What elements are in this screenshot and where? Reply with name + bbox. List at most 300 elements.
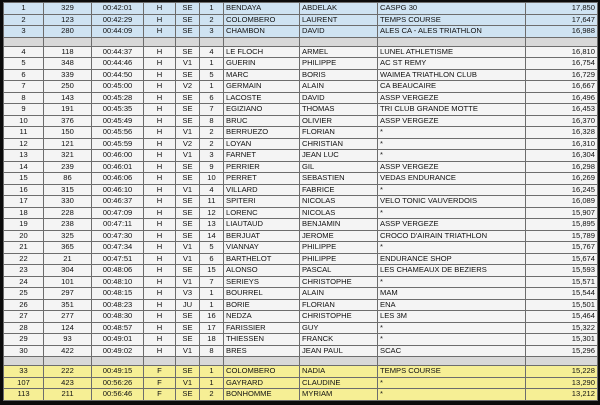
- category-rank-cell: 6: [200, 253, 224, 265]
- category-rank-cell: 1: [200, 366, 224, 378]
- bib-number-cell: 228: [44, 207, 92, 219]
- bib-number-cell: 297: [44, 288, 92, 300]
- category-cell: SE: [176, 104, 200, 116]
- last-name-cell: BRES: [224, 345, 300, 357]
- club-cell: *: [378, 150, 526, 162]
- first-name-cell: JEAN PAUL: [300, 345, 378, 357]
- separator-cell: [224, 37, 300, 46]
- overall-rank-cell: 26: [4, 299, 44, 311]
- club-cell: SCAC: [378, 345, 526, 357]
- finish-time-cell: 00:44:46: [92, 58, 144, 70]
- first-name-cell: DAVID: [300, 26, 378, 38]
- sex-cell: F: [144, 377, 176, 389]
- speed-cell: 16,245: [526, 184, 598, 196]
- club-cell: VEDAS ENDURANCE: [378, 173, 526, 185]
- category-rank-cell: 1: [200, 377, 224, 389]
- bib-number-cell: 351: [44, 299, 92, 311]
- category-rank-cell: 13: [200, 219, 224, 231]
- result-row: [4, 138, 598, 150]
- speed-cell: 16,370: [526, 115, 598, 127]
- bib-number-cell: 304: [44, 265, 92, 277]
- last-name-cell: LORENC: [224, 207, 300, 219]
- category-cell: SE: [176, 46, 200, 58]
- first-name-cell: CHRISTIAN: [300, 138, 378, 150]
- finish-time-cell: 00:46:37: [92, 196, 144, 208]
- sex-cell: H: [144, 299, 176, 311]
- finish-time-cell: 00:48:30: [92, 311, 144, 323]
- category-rank-cell: 7: [200, 276, 224, 288]
- results-body: [4, 3, 598, 401]
- result-row: [4, 288, 598, 300]
- overall-rank-cell: 22: [4, 253, 44, 265]
- overall-rank-cell: 113: [4, 389, 44, 401]
- sex-cell: H: [144, 322, 176, 334]
- category-cell: V1: [176, 58, 200, 70]
- category-rank-cell: 3: [200, 26, 224, 38]
- result-row: [4, 253, 598, 265]
- finish-time-cell: 00:48:06: [92, 265, 144, 277]
- category-cell: V1: [176, 127, 200, 139]
- last-name-cell: BONHOMME: [224, 389, 300, 401]
- bib-number-cell: 124: [44, 322, 92, 334]
- finish-time-cell: 00:45:35: [92, 104, 144, 116]
- category-rank-cell: 2: [200, 14, 224, 26]
- category-cell: SE: [176, 173, 200, 185]
- speed-cell: 15,907: [526, 207, 598, 219]
- bib-number-cell: 123: [44, 14, 92, 26]
- last-name-cell: GAYRARD: [224, 377, 300, 389]
- overall-rank-cell: 14: [4, 161, 44, 173]
- bib-number-cell: 222: [44, 366, 92, 378]
- sex-cell: F: [144, 366, 176, 378]
- speed-cell: 16,496: [526, 92, 598, 104]
- finish-time-cell: 00:44:50: [92, 69, 144, 81]
- last-name-cell: FARNET: [224, 150, 300, 162]
- category-rank-cell: 14: [200, 230, 224, 242]
- sex-cell: H: [144, 46, 176, 58]
- speed-cell: 15,501: [526, 299, 598, 311]
- result-row: [4, 161, 598, 173]
- result-row: [4, 219, 598, 231]
- result-row: [4, 230, 598, 242]
- last-name-cell: GUERIN: [224, 58, 300, 70]
- overall-rank-cell: 30: [4, 345, 44, 357]
- category-rank-cell: 1: [200, 58, 224, 70]
- category-cell: V1: [176, 276, 200, 288]
- overall-rank-cell: 17: [4, 196, 44, 208]
- finish-time-cell: 00:44:09: [92, 26, 144, 38]
- club-cell: *: [378, 322, 526, 334]
- first-name-cell: NICOLAS: [300, 207, 378, 219]
- separator-cell: [176, 357, 200, 366]
- first-name-cell: ALAIN: [300, 288, 378, 300]
- sex-cell: H: [144, 69, 176, 81]
- finish-time-cell: 00:47:30: [92, 230, 144, 242]
- first-name-cell: NADIA: [300, 366, 378, 378]
- finish-time-cell: 00:48:15: [92, 288, 144, 300]
- club-cell: *: [378, 334, 526, 346]
- overall-rank-cell: 5: [4, 58, 44, 70]
- speed-cell: 15,464: [526, 311, 598, 323]
- club-cell: WAIMEA TRIATHLON CLUB: [378, 69, 526, 81]
- category-cell: SE: [176, 219, 200, 231]
- separator-cell: [144, 357, 176, 366]
- speed-cell: 15,322: [526, 322, 598, 334]
- category-cell: SE: [176, 265, 200, 277]
- sex-cell: H: [144, 81, 176, 93]
- first-name-cell: BORIS: [300, 69, 378, 81]
- result-row: [4, 207, 598, 219]
- sex-cell: H: [144, 230, 176, 242]
- separator-cell: [200, 37, 224, 46]
- finish-time-cell: 00:46:10: [92, 184, 144, 196]
- speed-cell: 16,269: [526, 173, 598, 185]
- separator-cell: [44, 37, 92, 46]
- category-rank-cell: 2: [200, 389, 224, 401]
- first-name-cell: ABDELAK: [300, 3, 378, 15]
- result-row: [4, 299, 598, 311]
- speed-cell: 17,647: [526, 14, 598, 26]
- finish-time-cell: 00:46:06: [92, 173, 144, 185]
- sex-cell: H: [144, 127, 176, 139]
- separator-cell: [92, 37, 144, 46]
- club-cell: MAM: [378, 288, 526, 300]
- first-name-cell: OLIVIER: [300, 115, 378, 127]
- overall-rank-cell: 11: [4, 127, 44, 139]
- club-cell: CA BEAUCAIRE: [378, 81, 526, 93]
- result-row: [4, 334, 598, 346]
- bib-number-cell: 280: [44, 26, 92, 38]
- club-cell: TEMPS COURSE: [378, 366, 526, 378]
- first-name-cell: DAVID: [300, 92, 378, 104]
- finish-time-cell: 00:48:57: [92, 322, 144, 334]
- last-name-cell: BERJUAT: [224, 230, 300, 242]
- last-name-cell: FARISSIER: [224, 322, 300, 334]
- sex-cell: H: [144, 184, 176, 196]
- finish-time-cell: 00:56:26: [92, 377, 144, 389]
- sex-cell: H: [144, 242, 176, 254]
- bib-number-cell: 93: [44, 334, 92, 346]
- finish-time-cell: 00:47:11: [92, 219, 144, 231]
- finish-time-cell: 00:49:15: [92, 366, 144, 378]
- category-rank-cell: 12: [200, 207, 224, 219]
- bib-number-cell: 118: [44, 46, 92, 58]
- finish-time-cell: 00:45:59: [92, 138, 144, 150]
- result-row: [4, 92, 598, 104]
- bib-number-cell: 330: [44, 196, 92, 208]
- separator-cell: [4, 357, 44, 366]
- finish-time-cell: 00:45:28: [92, 92, 144, 104]
- sex-cell: H: [144, 138, 176, 150]
- speed-cell: 16,298: [526, 161, 598, 173]
- category-cell: SE: [176, 3, 200, 15]
- category-rank-cell: 1: [200, 288, 224, 300]
- speed-cell: 13,290: [526, 377, 598, 389]
- last-name-cell: PERRET: [224, 173, 300, 185]
- finish-time-cell: 00:56:46: [92, 389, 144, 401]
- overall-rank-cell: 28: [4, 322, 44, 334]
- first-name-cell: GUY: [300, 322, 378, 334]
- first-name-cell: FABRICE: [300, 184, 378, 196]
- last-name-cell: BERRUEZO: [224, 127, 300, 139]
- first-name-cell: SEBASTIEN: [300, 173, 378, 185]
- speed-cell: 16,667: [526, 81, 598, 93]
- club-cell: VELO TONIC VAUVERDOIS: [378, 196, 526, 208]
- bib-number-cell: 86: [44, 173, 92, 185]
- last-name-cell: BARTHELOT: [224, 253, 300, 265]
- sex-cell: H: [144, 3, 176, 15]
- speed-cell: 16,988: [526, 26, 598, 38]
- club-cell: LES 3M: [378, 311, 526, 323]
- result-row: [4, 127, 598, 139]
- last-name-cell: LE FLOCH: [224, 46, 300, 58]
- category-cell: SE: [176, 366, 200, 378]
- sex-cell: H: [144, 265, 176, 277]
- first-name-cell: PASCAL: [300, 265, 378, 277]
- finish-time-cell: 00:48:10: [92, 276, 144, 288]
- speed-cell: 15,895: [526, 219, 598, 231]
- speed-cell: 15,296: [526, 345, 598, 357]
- club-cell: TEMPS COURSE: [378, 14, 526, 26]
- result-row: [4, 311, 598, 323]
- overall-rank-cell: 23: [4, 265, 44, 277]
- last-name-cell: VIANNAY: [224, 242, 300, 254]
- result-row: [4, 14, 598, 26]
- first-name-cell: ALAIN: [300, 81, 378, 93]
- category-cell: SE: [176, 161, 200, 173]
- category-rank-cell: 2: [200, 127, 224, 139]
- speed-cell: 16,089: [526, 196, 598, 208]
- separator-row: [4, 357, 598, 366]
- overall-rank-cell: 1: [4, 3, 44, 15]
- last-name-cell: THIESSEN: [224, 334, 300, 346]
- club-cell: *: [378, 184, 526, 196]
- club-cell: LUNEL ATHLETISME: [378, 46, 526, 58]
- category-rank-cell: 17: [200, 322, 224, 334]
- speed-cell: 15,789: [526, 230, 598, 242]
- sex-cell: H: [144, 253, 176, 265]
- last-name-cell: ALONSO: [224, 265, 300, 277]
- sex-cell: H: [144, 334, 176, 346]
- overall-rank-cell: 24: [4, 276, 44, 288]
- bib-number-cell: 250: [44, 81, 92, 93]
- last-name-cell: LIAUTAUD: [224, 219, 300, 231]
- club-cell: *: [378, 207, 526, 219]
- overall-rank-cell: 20: [4, 230, 44, 242]
- speed-cell: 13,212: [526, 389, 598, 401]
- finish-time-cell: 00:47:51: [92, 253, 144, 265]
- first-name-cell: PHILIPPE: [300, 58, 378, 70]
- category-cell: V1: [176, 184, 200, 196]
- category-cell: SE: [176, 196, 200, 208]
- first-name-cell: LAURENT: [300, 14, 378, 26]
- last-name-cell: COLOMBERO: [224, 14, 300, 26]
- separator-row: [4, 37, 598, 46]
- overall-rank-cell: 21: [4, 242, 44, 254]
- sex-cell: H: [144, 26, 176, 38]
- club-cell: ENA: [378, 299, 526, 311]
- first-name-cell: FRANCK: [300, 334, 378, 346]
- finish-time-cell: 00:46:00: [92, 150, 144, 162]
- first-name-cell: BENJAMIN: [300, 219, 378, 231]
- last-name-cell: CHAMBON: [224, 26, 300, 38]
- club-cell: ENDURANCE SHOP: [378, 253, 526, 265]
- last-name-cell: BOURREL: [224, 288, 300, 300]
- bib-number-cell: 325: [44, 230, 92, 242]
- separator-cell: [4, 37, 44, 46]
- overall-rank-cell: 8: [4, 92, 44, 104]
- category-rank-cell: 5: [200, 69, 224, 81]
- finish-time-cell: 00:42:29: [92, 14, 144, 26]
- club-cell: AC ST REMY: [378, 58, 526, 70]
- category-cell: SE: [176, 311, 200, 323]
- result-row: [4, 115, 598, 127]
- bib-number-cell: 329: [44, 3, 92, 15]
- result-row: [4, 276, 598, 288]
- bib-number-cell: 422: [44, 345, 92, 357]
- category-cell: V1: [176, 345, 200, 357]
- speed-cell: 15,767: [526, 242, 598, 254]
- category-cell: SE: [176, 14, 200, 26]
- separator-cell: [144, 37, 176, 46]
- speed-cell: 15,571: [526, 276, 598, 288]
- bib-number-cell: 376: [44, 115, 92, 127]
- overall-rank-cell: 107: [4, 377, 44, 389]
- category-rank-cell: 3: [200, 150, 224, 162]
- category-rank-cell: 2: [200, 138, 224, 150]
- speed-cell: 16,304: [526, 150, 598, 162]
- first-name-cell: MYRIAM: [300, 389, 378, 401]
- sex-cell: H: [144, 345, 176, 357]
- sex-cell: H: [144, 276, 176, 288]
- speed-cell: 15,301: [526, 334, 598, 346]
- category-rank-cell: 5: [200, 242, 224, 254]
- category-rank-cell: 15: [200, 265, 224, 277]
- first-name-cell: PHILIPPE: [300, 253, 378, 265]
- category-rank-cell: 4: [200, 184, 224, 196]
- category-rank-cell: 16: [200, 311, 224, 323]
- result-row: [4, 184, 598, 196]
- speed-cell: 15,544: [526, 288, 598, 300]
- overall-rank-cell: 12: [4, 138, 44, 150]
- category-rank-cell: 8: [200, 115, 224, 127]
- category-cell: SE: [176, 389, 200, 401]
- separator-cell: [224, 357, 300, 366]
- sex-cell: H: [144, 115, 176, 127]
- category-cell: SE: [176, 334, 200, 346]
- category-rank-cell: 7: [200, 104, 224, 116]
- sex-cell: H: [144, 92, 176, 104]
- result-row: [4, 242, 598, 254]
- last-name-cell: PERRIER: [224, 161, 300, 173]
- club-cell: *: [378, 138, 526, 150]
- finish-time-cell: 00:44:37: [92, 46, 144, 58]
- overall-rank-cell: 33: [4, 366, 44, 378]
- first-name-cell: THOMAS: [300, 104, 378, 116]
- first-name-cell: FLORIAN: [300, 127, 378, 139]
- category-cell: SE: [176, 115, 200, 127]
- result-row: [4, 265, 598, 277]
- bib-number-cell: 101: [44, 276, 92, 288]
- last-name-cell: SERIEYS: [224, 276, 300, 288]
- finish-time-cell: 00:45:56: [92, 127, 144, 139]
- overall-rank-cell: 9: [4, 104, 44, 116]
- result-row: [4, 69, 598, 81]
- first-name-cell: CHRISTOPHE: [300, 276, 378, 288]
- club-cell: TRI CLUB GRANDE MOTTE: [378, 104, 526, 116]
- speed-cell: 15,593: [526, 265, 598, 277]
- separator-cell: [526, 357, 598, 366]
- last-name-cell: LACOSTE: [224, 92, 300, 104]
- speed-cell: 16,310: [526, 138, 598, 150]
- category-cell: SE: [176, 322, 200, 334]
- finish-time-cell: 00:45:00: [92, 81, 144, 93]
- bib-number-cell: 348: [44, 58, 92, 70]
- club-cell: CROCO D'AIRAIN TRIATHLON: [378, 230, 526, 242]
- separator-cell: [378, 357, 526, 366]
- speed-cell: 15,674: [526, 253, 598, 265]
- category-cell: SE: [176, 26, 200, 38]
- overall-rank-cell: 29: [4, 334, 44, 346]
- bib-number-cell: 238: [44, 219, 92, 231]
- category-cell: V1: [176, 150, 200, 162]
- separator-cell: [378, 37, 526, 46]
- first-name-cell: JEROME: [300, 230, 378, 242]
- sex-cell: H: [144, 104, 176, 116]
- overall-rank-cell: 13: [4, 150, 44, 162]
- finish-time-cell: 00:42:01: [92, 3, 144, 15]
- overall-rank-cell: 16: [4, 184, 44, 196]
- finish-time-cell: 00:47:09: [92, 207, 144, 219]
- finish-time-cell: 00:47:34: [92, 242, 144, 254]
- category-cell: V1: [176, 253, 200, 265]
- category-cell: SE: [176, 92, 200, 104]
- last-name-cell: LOYAN: [224, 138, 300, 150]
- club-cell: CASPG 30: [378, 3, 526, 15]
- speed-cell: 16,729: [526, 69, 598, 81]
- overall-rank-cell: 2: [4, 14, 44, 26]
- last-name-cell: NEDZA: [224, 311, 300, 323]
- sex-cell: H: [144, 58, 176, 70]
- bib-number-cell: 211: [44, 389, 92, 401]
- separator-cell: [300, 357, 378, 366]
- result-row: [4, 81, 598, 93]
- separator-cell: [176, 37, 200, 46]
- club-cell: ASSP VERGEZE: [378, 161, 526, 173]
- finish-time-cell: 00:49:01: [92, 334, 144, 346]
- club-cell: ASSP VERGEZE: [378, 115, 526, 127]
- sex-cell: H: [144, 14, 176, 26]
- finish-time-cell: 00:46:01: [92, 161, 144, 173]
- category-cell: V1: [176, 377, 200, 389]
- first-name-cell: JEAN LUC: [300, 150, 378, 162]
- overall-rank-cell: 7: [4, 81, 44, 93]
- result-row: [4, 345, 598, 357]
- category-rank-cell: 6: [200, 92, 224, 104]
- separator-cell: [300, 37, 378, 46]
- last-name-cell: VILLARD: [224, 184, 300, 196]
- overall-rank-cell: 25: [4, 288, 44, 300]
- speed-cell: 17,850: [526, 3, 598, 15]
- club-cell: *: [378, 127, 526, 139]
- separator-cell: [92, 357, 144, 366]
- bib-number-cell: 277: [44, 311, 92, 323]
- bib-number-cell: 339: [44, 69, 92, 81]
- last-name-cell: EGIZIANO: [224, 104, 300, 116]
- category-rank-cell: 8: [200, 345, 224, 357]
- club-cell: *: [378, 242, 526, 254]
- overall-rank-cell: 19: [4, 219, 44, 231]
